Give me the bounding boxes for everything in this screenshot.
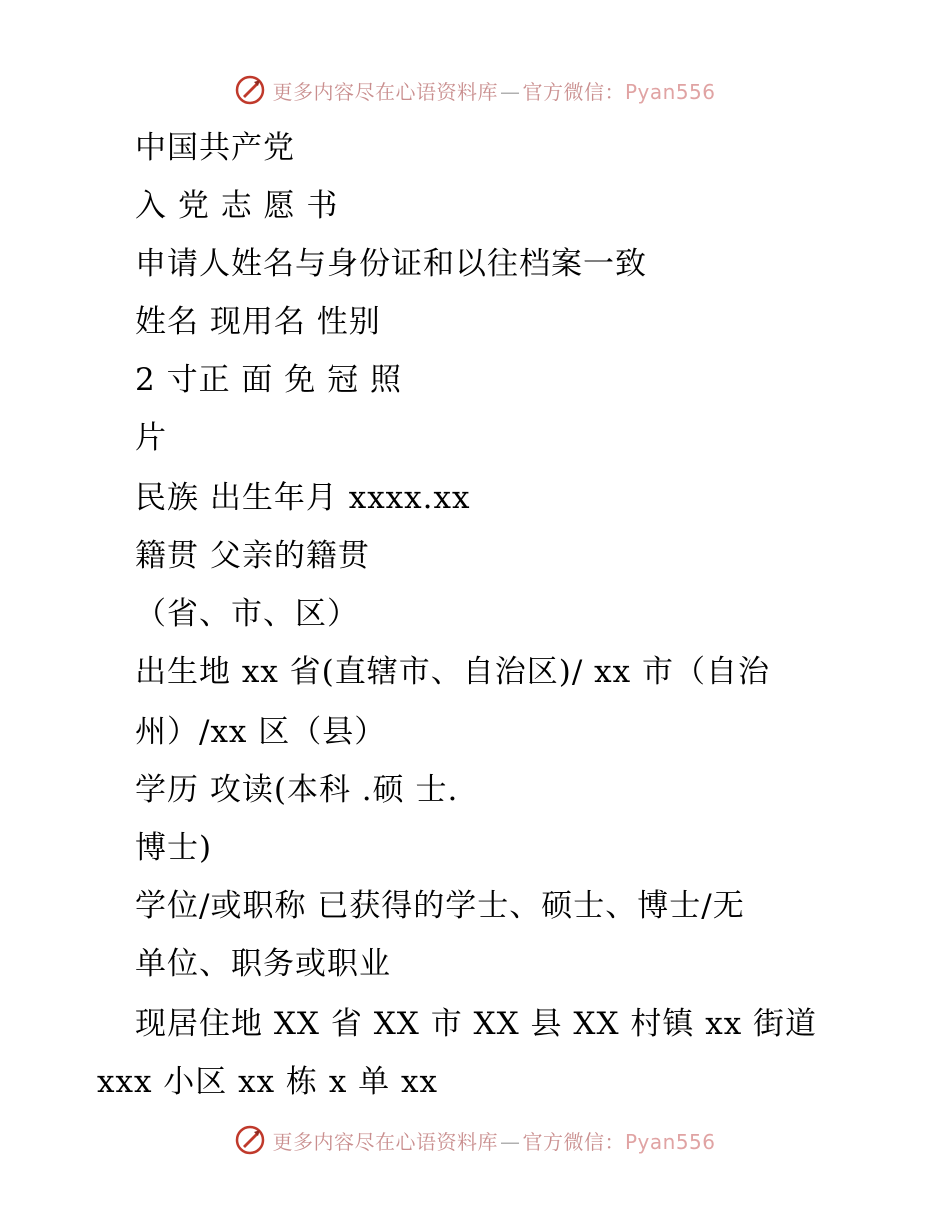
quill-logo-icon: [234, 1124, 266, 1156]
photo-line-cont: 片: [135, 420, 167, 456]
footer-watermark: [0, 1120, 950, 1160]
native-place-line: 籍贯 父亲的籍贯: [135, 538, 370, 574]
native-place-note: （省、市、区）: [135, 596, 359, 632]
name-gender-line: 姓名 现用名 性别: [135, 304, 381, 340]
education-line-cont: 博士): [135, 830, 213, 866]
party-title: 中国共产党: [135, 130, 295, 166]
residence-line-cont: xxx 小区 xx 栋 x 单 xx: [97, 1064, 438, 1100]
birthplace-line: 出生地 xx 省(直辖市、自治区)/ xx 市（自治: [135, 654, 770, 690]
watermark-text: 更多内容尽在心语资料库 — 官方微信：Pyan556: [272, 1129, 716, 1154]
form-title: 入 党 志 愿 书: [135, 188, 339, 224]
degree-title-line: 学位/或职称 已获得的学士、硕士、博士/无: [135, 888, 745, 924]
photo-line: 2 寸正 面 免 冠 照: [135, 362, 402, 398]
applicant-note: 申请人姓名与身份证和以往档案一致: [135, 246, 647, 282]
birthplace-line-cont: 州）/xx 区（县）: [135, 714, 387, 750]
residence-line: 现居住地 XX 省 XX 市 XX 县 XX 村镇 xx 街道: [135, 1006, 818, 1042]
employer-line: 单位、职务或职业: [135, 946, 391, 982]
education-line: 学历 攻读(本科 .硕 士.: [135, 772, 459, 808]
ethnicity-birth-line: 民族 出生年月 xxxx.xx: [135, 480, 471, 516]
watermark-text: 更多内容尽在心语资料库 — 官方微信：Pyan556: [272, 79, 716, 104]
